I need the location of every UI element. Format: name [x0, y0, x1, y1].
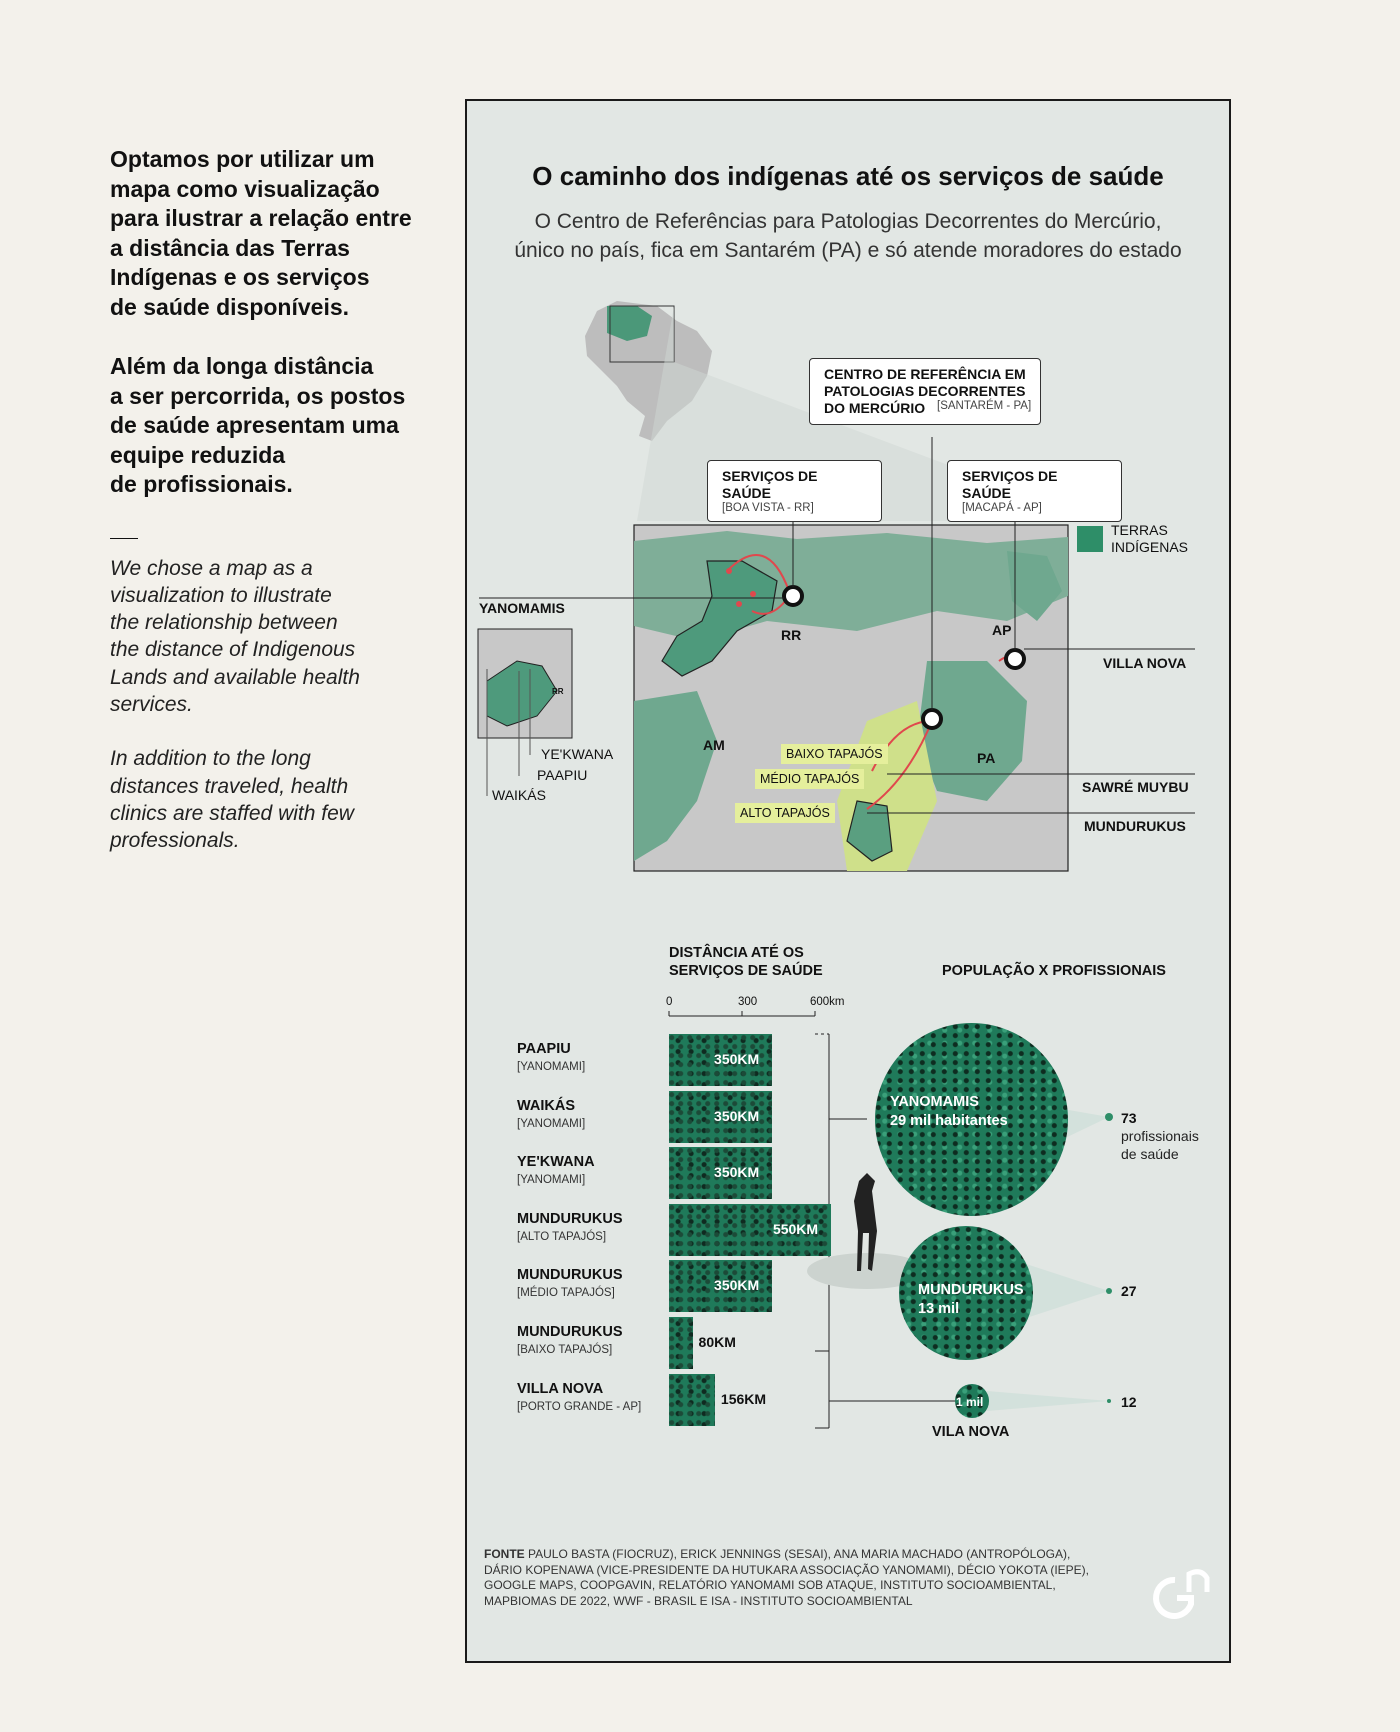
label-villa-nova: VILLA NOVA [1103, 655, 1187, 671]
label-waikas: WAIKÁS [492, 787, 546, 803]
map-graphic [467, 101, 1233, 1665]
label-pa: PA [977, 750, 996, 766]
mundurukus-prof-count: 27 [1121, 1283, 1137, 1299]
intro-portuguese-2: Além da longa distância a ser percorrida, os postos de saúde apresentam uma equipe reduzida de profissionais. [110, 353, 406, 497]
distance-bar-label: 80KM [698, 1334, 736, 1350]
label-yanomamis: YANOMAMIS [479, 600, 565, 616]
source-text: PAULO BASTA (FIOCRUZ), ERICK JENNINGS (SESAI), ANA MARIA MACHADO (ANTROPÓLOGA), DÁRIO KOPENAWA (VICE-PRESIDENTE DA HUTUKARA ASSOCIAÇÃO YANOMAMI), DÉCIO YOKOTA (IEPE), GOOGLE MAPS, COOPGAVIN, RELATÓRIO YANOMAMI SOB ATAQUE, INSTITUTO SOCIOAMBIENTAL, MAPBIOMAS DE 2022, WWF - BRASIL E ISA - INSTITUTO SOCIOAMBIENTAL [484, 1547, 1090, 1608]
intro-column [110, 145, 440, 854]
infographic-card [465, 99, 1231, 1663]
row-group: [PORTO GRANDE - AP] [517, 1400, 642, 1413]
main-map [634, 525, 1068, 871]
distance-bar-label: 350KM [714, 1051, 760, 1067]
legend-label: TERRAS INDÍGENAS [1111, 522, 1189, 555]
row-name: MUNDURUKUS [517, 1210, 623, 1227]
servicos-rr-place: [BOA VISTA - RR] [722, 502, 814, 514]
tag-medio-tapajos: MÉDIO TAPAJÓS [755, 769, 864, 789]
row-name: PAAPIU [517, 1041, 571, 1057]
label-mundurukus: MUNDURUKUS [1084, 818, 1186, 834]
row-group: [BAIXO TAPAJÓS] [517, 1344, 613, 1356]
servicos-rr-box [707, 460, 882, 522]
yanomamis-prof-count: 73 [1121, 1110, 1137, 1126]
divider [110, 538, 138, 539]
servicos-ap-title: SERVIÇOS DE SAÚDE [962, 468, 1058, 501]
population-chart-heading: POPULAÇÃO X PROFISSIONAIS [942, 963, 1166, 979]
circle-villa-nova-label: 1 mil [956, 1395, 984, 1409]
infographic-title: O caminho dos indígenas até os serviços de saúde [532, 161, 1164, 191]
legend-swatch [1077, 526, 1103, 552]
label-sawre-muybu: SAWRÉ MUYBU [1082, 779, 1189, 795]
row-group: [ALTO TAPAJÓS] [517, 1230, 607, 1243]
circle-yanomamis-label: YANOMAMIS 29 mil habitantes [890, 1094, 1008, 1129]
centro-referencia-place: [SANTARÉM - PA] [937, 400, 1032, 412]
publisher-logo [1145, 1568, 1211, 1624]
intro-portuguese-1: Optamos por utilizar um mapa como visualização para ilustrar a relação entre a distância das Terras Indígenas e os serviços de saúde disponíveis. [110, 146, 412, 320]
villa-nova-name: VILA NOVA [932, 1424, 1010, 1440]
distance-bar [669, 1374, 715, 1426]
intro-english-1: We chose a map as a visualization to illustrate the relationship between the distance of Indigenous Lands and available health services. [110, 556, 360, 716]
source-label: FONTE [484, 1547, 525, 1561]
row-name: YE'KWANA [517, 1154, 595, 1171]
distance-bar [669, 1317, 693, 1369]
distance-bar-label: 350KM [714, 1164, 760, 1181]
tag-baixo-tapajos: BAIXO TAPAJÓS [781, 744, 888, 764]
tick-300: 300 [738, 996, 758, 1008]
label-ap: AP [992, 622, 1012, 638]
distance-chart-heading: DISTÂNCIA ATÉ OS SERVIÇOS DE SAÚDE [669, 945, 823, 979]
row-name: MUNDURUKUS [517, 1267, 623, 1284]
row-group: [MÉDIO TAPAJÓS] [517, 1287, 615, 1300]
source-note [484, 1547, 1094, 1609]
row-group: [YANOMAMI] [517, 1174, 586, 1187]
row-name: VILLA NOVA [517, 1380, 604, 1397]
label-am: AM [703, 737, 725, 753]
servicos-rr-title: SERVIÇOS DE SAÚDE [722, 468, 818, 501]
distance-bar-label: 350KM [714, 1277, 760, 1294]
row-name: WAIKÁS [517, 1097, 575, 1114]
tick-0: 0 [666, 996, 673, 1008]
label-paapiu: PAAPIU [537, 767, 588, 783]
distance-bar-label: 350KM [714, 1107, 760, 1124]
inset-label-rr: RR [552, 687, 564, 696]
distance-bar-label: 156KM [720, 1390, 767, 1407]
infographic-subtitle: O Centro de Referências para Patologias Decorrentes do Mercúrio, único no país, fica em Santarém (PA) e só atende moradores do estado [514, 210, 1182, 262]
villa-nova-prof-count: 12 [1121, 1394, 1137, 1410]
servicos-ap-box [947, 460, 1122, 522]
tick-600: 600km [810, 996, 845, 1008]
prof-label: profissionais de saúde [1121, 1128, 1199, 1162]
centro-referencia-title: CENTRO DE REFERÊNCIA EM PATOLOGIAS DECORRENTES DO MERCÚRIO [824, 366, 1026, 416]
distance-bar-label: 550KM [772, 1220, 819, 1237]
servicos-ap-place: [MACAPÁ - AP] [962, 502, 1042, 514]
label-yekwana: YE'KWANA [541, 746, 614, 762]
intro-english-2: In addition to the long distances traveled, health clinics are staffed with few professionals. [110, 747, 354, 853]
row-name: MUNDURUKUS [517, 1324, 623, 1340]
row-group: [YANOMAMI] [517, 1117, 586, 1130]
label-rr: RR [781, 627, 802, 643]
centro-referencia-box [809, 358, 1041, 425]
row-group: [YANOMAMI] [517, 1061, 586, 1073]
circle-mundurukus-label: MUNDURUKUS 13 mil [918, 1282, 1024, 1317]
tag-alto-tapajos: ALTO TAPAJÓS [735, 803, 835, 823]
